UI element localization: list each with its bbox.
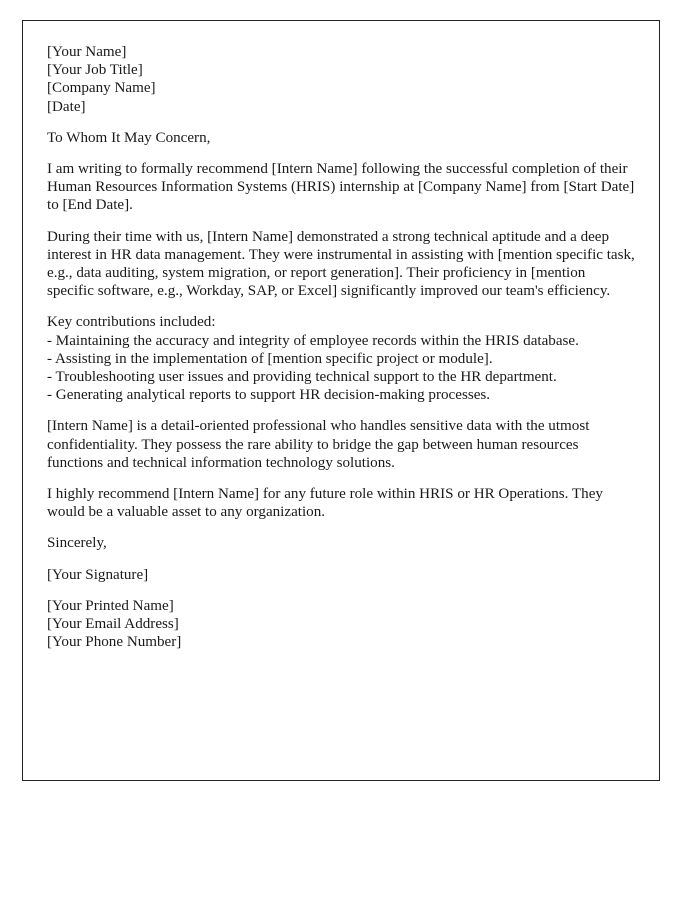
spacer [47,472,635,485]
list-item: - Generating analytical reports to support HR decision-making processes. [47,387,491,404]
list-item: - Assisting in the implementation of [mention specific project or module]. [47,350,493,367]
spacer [47,215,635,228]
paragraph-character: [Intern Name] is a detail-oriented professional who handles sensitive data with the utmost confidentiality. They possess the rare ability to bridge the gap between human resources functions and technical information technology solutions. [47,418,590,471]
contributions-list [47,332,635,405]
spacer [47,553,635,566]
spacer [47,147,635,160]
sender-address-block [47,43,635,116]
document-page-frame [22,20,660,781]
printed-name: [Your Printed Name] [47,597,174,614]
sender-company-name: [Company Name] [47,80,156,97]
spacer [47,521,635,534]
paragraph-intro: I am writing to formally recommend [Intern Name] following the successful completion of their Human Resources Information Systems (HRIS) internship at [Company Name] from [Start Date] to [End Date]. [47,161,635,214]
signature-placeholder: [Your Signature] [47,566,149,583]
paragraph-performance: During their time with us, [Intern Name] demonstrated a strong technical aptitude and a deep interest in HR data management. They were instrumental in assisting with [mention specific task, e.g., data auditing, system migration, or report generation]. Their proficiency in [mention specific software, e.g., Workday, SAP, or Excel] significantly improved our team's efficiency. [47,228,635,300]
list-item: - Troubleshooting user issues and providing technical support to the HR department. [47,369,557,386]
list-item: - Maintaining the accuracy and integrity of employee records within the HRIS database. [47,332,579,349]
spacer [47,404,635,417]
contact-block [47,597,635,652]
spacer [47,584,635,597]
spacer [47,300,635,313]
contributions-heading: Key contributions included: [47,314,216,331]
letter-body [47,43,635,651]
sender-name: [Your Name] [47,44,127,60]
salutation: To Whom It May Concern, [47,129,211,146]
paragraph-recommendation: I highly recommend [Intern Name] for any future role within HRIS or HR Operations. They would be a valuable asset to any organization. [47,486,603,521]
spacer [47,116,635,129]
email-address: [Your Email Address] [47,616,179,633]
phone-number: [Your Phone Number] [47,634,182,651]
letter-date: [Date] [47,98,86,115]
sender-job-title: [Your Job Title] [47,62,143,79]
closing-salutation: Sincerely, [47,535,107,552]
